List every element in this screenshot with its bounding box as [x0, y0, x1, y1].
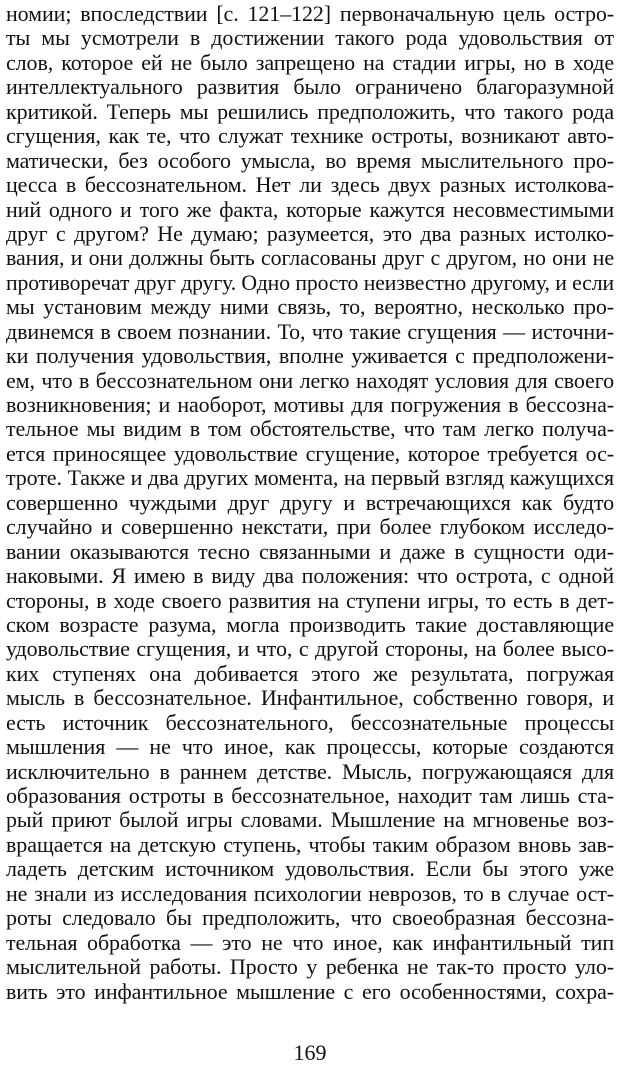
text-line: тельная обработка — это не что иное, как инфантильный тип: [6, 929, 614, 955]
text-line: есть источник бессознательного, бессознательные процессы: [6, 709, 614, 735]
text-line: стороны, в ходе своего развития на ступени игры, то есть в дет-: [6, 587, 614, 613]
text-line: образования остроты в бессознательное, находит там лишь ста-: [6, 783, 614, 808]
text-line: ты мы усмотрели в достижении такого рода удовольствия от: [6, 25, 614, 51]
text-line: вании оказываются тесно связанными и даже в сущности оди-: [6, 538, 614, 564]
text-line: ем, что в бессознательном они легко находят условия для своего: [6, 367, 614, 393]
text-line: не знали из исследования психологии неврозов, то в случае ост-: [6, 880, 614, 906]
text-line: интеллектуального развития было ограничено благоразумной: [6, 74, 614, 100]
text-line: мысль в бессознательное. Инфантильное, собственно говоря, и: [6, 685, 614, 711]
text-line: мы установим между ними связь, то, вероятно, несколько про-: [6, 294, 614, 320]
text-line: противоречат друг другу. Одно просто неизвестно другому, и если: [6, 270, 614, 295]
text-line: возникновения; и наоборот, мотивы для погружения в бессозна-: [6, 392, 614, 417]
text-line: вить это инфантильное мышление с его особенностями, сохра-: [6, 978, 614, 1004]
text-line: двинемся в своем познании. То, что такие сгущения — источни-: [6, 318, 614, 344]
text-line: тельное мы видим в том обстоятельстве, что там легко получа-: [6, 416, 614, 442]
text-line: рый приют былой игры словами. Мышление на мгновенье воз-: [6, 807, 614, 833]
text-line: ки получения удовольствия, вполне уживается с предположени-: [6, 343, 614, 369]
page-number: 169: [293, 1040, 327, 1065]
body-text: [6, 2, 614, 1004]
text-line: номии; впоследствии [с. 121–122] первоначальную цель остро-: [6, 1, 614, 26]
text-line: вания, и они должны быть согласованы друг с другом, но они не: [6, 245, 614, 271]
text-line: ском возрасте разума, могла производить такие доставляющие: [6, 611, 614, 637]
text-line: мыслительной работы. Просто у ребенка не так-то просто уло-: [6, 954, 614, 980]
text-line: друг с другом? Не думаю; разумеется, это два разных истолко-: [6, 220, 614, 246]
text-line: ний одного и того же факта, которые кажутся несовместимыми: [6, 196, 614, 222]
text-line: случайно и совершенно некстати, при более глубоком исследо-: [6, 514, 614, 540]
text-line: исключительно в раннем детстве. Мысль, погружающаяся для: [6, 758, 614, 784]
text-line: удовольствие сгущения, и что, с другой стороны, на более высо-: [6, 636, 614, 662]
text-line: ких ступенях она добивается этого же результата, погружая: [6, 660, 614, 686]
text-line: матически, без особого умысла, во время мыслительного про-: [6, 147, 614, 173]
text-line: критикой. Теперь мы решились предположить, что такого рода: [6, 98, 614, 124]
text-line: цесса в бессознательном. Нет ли здесь двух разных истолкова-: [6, 172, 614, 198]
text-line: ладеть детским источником удовольствия. Если бы этого уже: [6, 856, 614, 882]
text-line: ется приносящее удовольствие сгущение, которое требуется ос-: [6, 440, 614, 466]
text-line: мышления — не что иное, как процессы, которые создаются: [6, 734, 614, 760]
text-line: вращается на детскую ступень, чтобы таким образом вновь зав-: [6, 831, 614, 857]
text-line: совершенно чуждыми друг другу и встречающихся как будто: [6, 489, 614, 515]
text-line: слов, которое ей не было запрещено на стадии игры, но в ходе: [6, 49, 614, 75]
text-line: троте. Также и два других момента, на первый взгляд кажущихся: [6, 465, 614, 491]
text-line: роты следовало бы предположить, что своеобразная бессозна-: [6, 905, 614, 931]
text-line: наковыми. Я имею в виду два положения: что острота, с одной: [6, 563, 614, 589]
text-line: сгущения, как те, что служат технике остроты, возникают авто-: [6, 123, 614, 149]
